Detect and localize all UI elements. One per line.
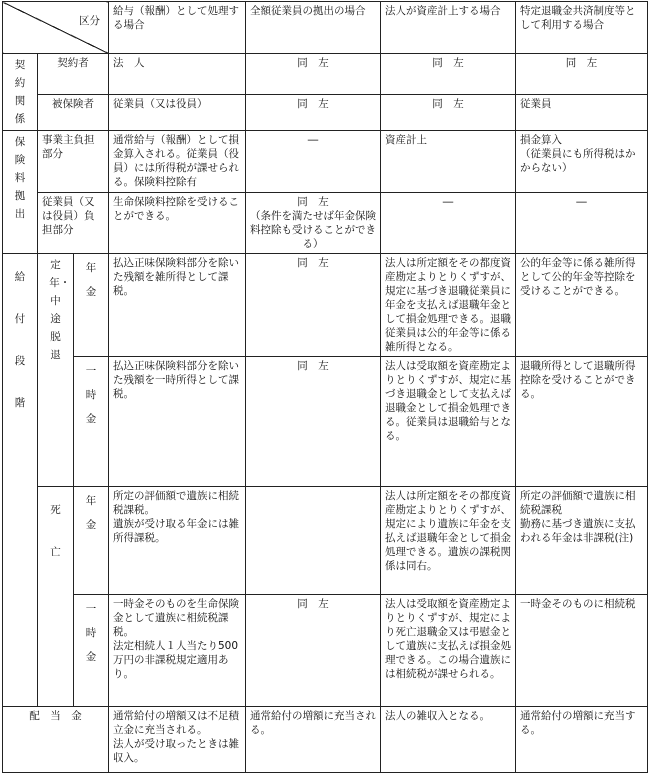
label-teinen-ichiji: 一時金 [74,357,109,487]
teinen-nenkin-c4: 公的年金等に係る雑所得として公的年金等控除を受けることができる。 [516,254,648,357]
row-label-keiyakusha: 契約者 [38,54,109,95]
teinen-nenkin-c1: 払込正味保険料部分を除いた残額を雑所得として課税。 [109,254,246,357]
keiyakusha-c4: 同 左 [516,54,648,95]
row-label-jigyounushi: 事業主負担部分 [38,131,109,193]
label-shibou-nenkin: 年金 [74,487,109,595]
shibou-ichiji-c3: 法人は受取額を資産勘定よりとりくずすが、規定により死亡退職金又は弔慰金として遺族に支払えば損金処理できる。この場合遺族には相続税が課せられる。 [381,595,516,707]
row-label-haitoukin: 配 当 金 [3,707,109,773]
header-kubun: 区分 [79,15,100,27]
shibou-ichiji-c1: 一時金そのものを生命保険金として遺族に相続税課税。 法定相続人１人当たり500万円の非課税規定適用あり。 [109,595,246,707]
group-shibou: 死亡 [38,487,74,707]
teinen-nenkin-c3: 法人は所定額をその都度資産勘定よりとりくずすが、規定に基づき退職従業員に年金を支払えば退職年金として損金処理できる。退職従業員は公的年金等に係る雑所得となる。 [381,254,516,357]
juugyouin-c2: 同 左 （条件を満たせば年金保険料控除も受けることができる） [246,193,381,254]
hihokensha-c3: 同 左 [381,94,516,130]
label-teinen-nenkin: 年金 [74,254,109,357]
shibou-nenkin-c2 [246,487,381,595]
teinen-ichiji-c3: 法人は受取額を資産勘定よりとりくずすが、規定に基づき退職金として支払えば退職金として損金処理できる。従業員は退職給与となる。 [381,357,516,487]
group-hokenryo: 保険料拠出 [3,131,38,254]
shibou-nenkin-c3: 法人は所定額をその都度資産勘定よりとりくずすが、規定により遺族に年金を支払えば退職年金として損金処理できる。遺族の課税関係は同右。 [381,487,516,595]
label-shibou-ichiji: 一時金 [74,595,109,707]
teinen-ichiji-c1: 払込正味保険料部分を除いた残額を一時所得として課税。 [109,357,246,487]
hihokensha-c2: 同 左 [246,94,381,130]
hihokensha-c4: 従業員 [516,94,648,130]
header-col-asset: 法人が資産計上する場合 [381,2,516,54]
juugyouin-c1: 生命保険料控除を受けることができる。 [109,193,246,254]
jigyounushi-c3: 資産計上 [381,131,516,193]
header-col-employee-paid: 全額従業員の拠出の場合 [246,2,381,54]
row-label-hihokensha: 被保険者 [38,94,109,130]
hihokensha-c1: 従業員（又は役員） [109,94,246,130]
keiyakusha-c3: 同 左 [381,54,516,95]
keiyakusha-c2: 同 左 [246,54,381,95]
tax-treatment-table [2,1,648,773]
group-keiyaku: 契約関係 [3,54,38,131]
header-col-retirement-plan: 特定退職金共済制度等として利用する場合 [516,2,648,54]
shibou-ichiji-c4: 一時金そのものに相続税 [516,595,648,707]
teinen-ichiji-c4: 退職所得として退職所得控除を受けることができる。 [516,357,648,487]
juugyouin-c4: ― [516,193,648,254]
header-kubun-cell [3,2,109,54]
keiyakusha-c1: 法 人 [109,54,246,95]
jigyounushi-c1: 通常給与（報酬）として損金算入される。従業員（役員）には所得税が課せられる。保険料控除有 [109,131,246,193]
row-label-juugyouin: 従業員（又は役員）負担部分 [38,193,109,254]
jigyounushi-c2: ― [246,131,381,193]
jigyounushi-c4: 損金算入 （従業員にも所得税はかからない） [516,131,648,193]
shibou-nenkin-c1: 所定の評価額で遺族に相続税課税。 遺族が受け取る年金には雑所得課税。 [109,487,246,595]
header-col-salary: 給与（報酬）として処理する場合 [109,2,246,54]
teinen-ichiji-c2: 同 左 [246,357,381,487]
teinen-nenkin-c2: 同 左 [246,254,381,357]
haitoukin-c4: 通常給付の増額に充当する。 [516,707,648,773]
group-kyufu: 給付段階 [3,254,38,707]
group-teinen: 定年・中途脱退 [38,254,74,487]
shibou-nenkin-c4: 所定の評価額で遺族に相続税課税 勤務に基づき遺族に支払われる年金は非課税(注) [516,487,648,595]
juugyouin-c3: ― [381,193,516,254]
shibou-ichiji-c2: 同 左 [246,595,381,707]
haitoukin-c2: 通常給付の増額に充当される。 [246,707,381,773]
haitoukin-c3: 法人の雑収入となる。 [381,707,516,773]
haitoukin-c1: 通常給付の増額又は不足積立金に充当される。 法人が受け取ったときは雑収入。 [109,707,246,773]
